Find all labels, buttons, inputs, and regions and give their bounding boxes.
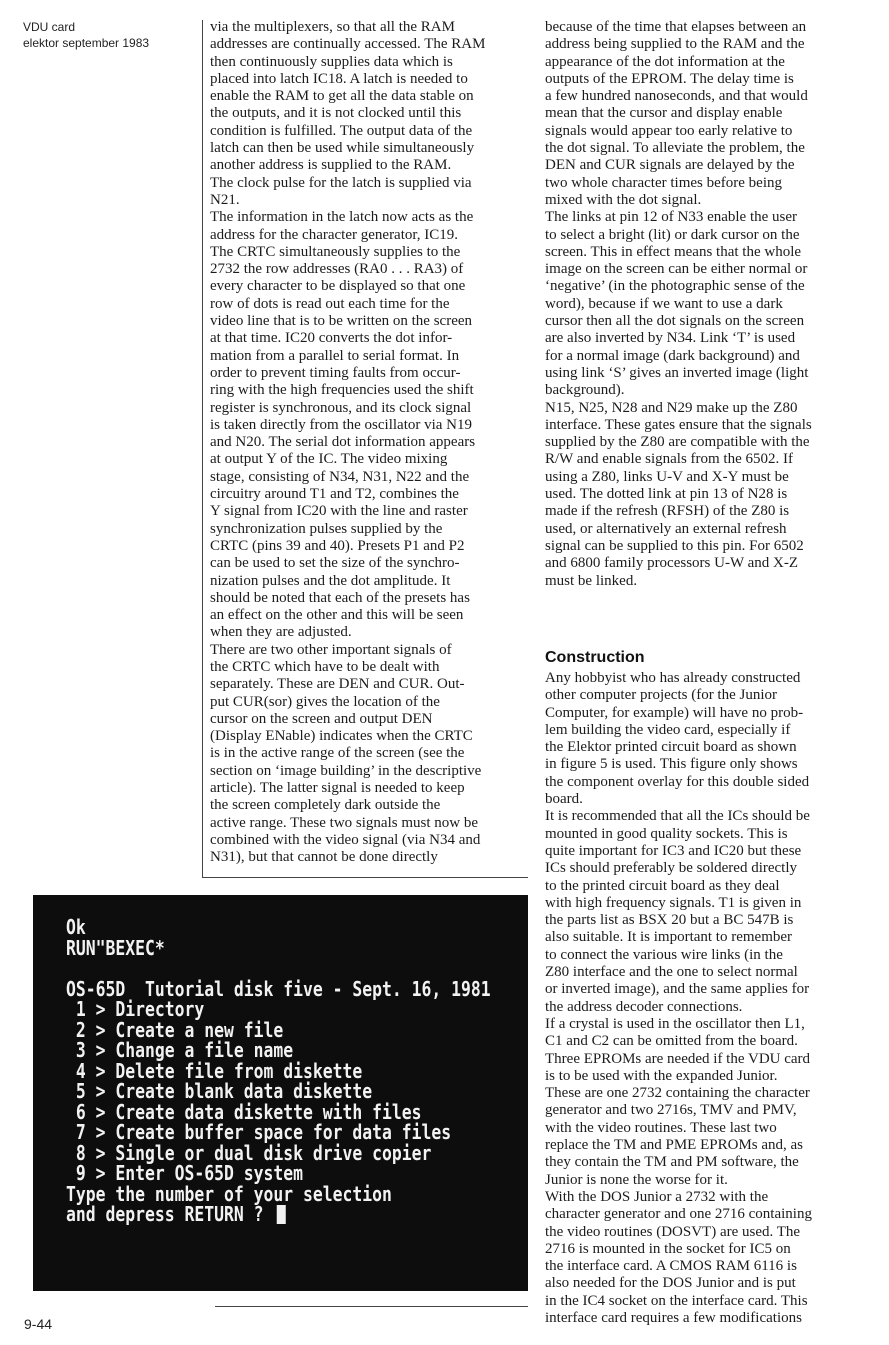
screen-menu-item: 7 > Create buffer space for data files [66, 1120, 452, 1144]
construction-section [545, 648, 865, 1327]
paragraph: N15, N25, N28 and N29 make up the Z80 interface. These gates ensure that the signals supplied by the Z80 are compatible with the R/W and enable signals from the 6502. If using a Z80, links U-V and X-Y must be used. The dotted link at pin 13 of N28 is made if the refresh (RFSH) of the Z80 is used, or alternatively an external refresh signal can be supplied to this pin. For 6502 and 6800 family processors U-W and X-Z must be linked. [545, 399, 812, 589]
paragraph: The links at pin 12 of N33 enable the user to select a bright (lit) or dark cursor on the screen. This in effect means that the whole image on the screen can be either normal or ‘negative’ (in the photographic sense of the word), because if we want to use a dark cursor then all the dot signals on the screen are also inverted by N34. Link ‘T’ is used for a normal image (dark background) and using link ‘S’ gives an inverted image (light background). [545, 209, 809, 399]
running-head-title: VDU card [23, 20, 76, 34]
screen-line-ok: Ok [66, 915, 86, 939]
screen-menu-item: 5 > Create blank data diskette [66, 1079, 373, 1103]
column-divider-horizontal [202, 877, 528, 878]
paragraph: With the DOS Junior a 2732 with the character generator and one 2716 containing the video routines (DOSVT) are used. The 2716 is mounted in the socket for IC5 on the interface card. A CMOS RAM 6116 is also needed for the DOS Junior and is put in the IC4 socket on the interface card. This interface card requires a few modifications [545, 1188, 812, 1326]
paragraph: via the multiplexers, so that all the RAM addresses are continually accessed. The RAM then continuously supplies data which is placed into latch IC18. A latch is needed to enable the RAM to get all the data stable on the outputs, and it is not clocked until this condition is fulfilled. The output data of the latch can then be used while simultaneously another address is supplied to the RAM. The clock pulse for the latch is supplied via N21. [210, 19, 486, 208]
paragraph: It is recommended that all the ICs should be mounted in good quality sockets. This is quite important for IC3 and IC20 but these ICs should preferably be soldered directly to the printed circuit board as they deal with high frequency signals. T1 is given in the parts list as BSX 20 but a BC 547B is also suitable. It is important to remember to connect the various wire links (in the Z80 interface and the one to select normal or inverted image), and the same applies for the address decoder connections. [545, 808, 810, 1015]
running-head [23, 19, 193, 51]
article-column-middle [210, 19, 532, 867]
screen-menu-item: 8 > Single or dual disk drive copier [66, 1140, 432, 1165]
section-heading: Construction [545, 649, 645, 666]
paragraph: Any hobbyist who has already constructed other computer projects (for the Junior Computer, for example) will have no prob- lem building the video card, especially if the Elektor printed circuit board as shown in figure 5 is used. This figure only shows the component overlay for this double sided board. [545, 670, 810, 808]
screen-menu-item: 6 > Create data diskette with files [66, 1099, 422, 1124]
screen-menu-item: 3 > Change a file name [66, 1038, 294, 1062]
running-head-issue: elektor september 1983 [23, 36, 150, 50]
paragraph: because of the time that elapses between an address being supplied to the RAM and the appearance of the dot information at the outputs of the EPROM. The delay time is a few hundred nanoseconds, and that would mean that the cursor and display enable signals would appear too early relative to the dot signal. To alleviate the problem, the DEN and CUR signals are delayed by the two whole character times before being mixed with the dot signal. [545, 19, 808, 208]
screen-menu-item: 4 > Delete file from diskette [66, 1058, 363, 1083]
screen-menu-item: 9 > Enter OS-65D system [66, 1161, 303, 1185]
screen-menu-title: OS-65D Tutorial disk five - Sept. 16, 1981 [66, 976, 491, 1001]
paragraph: The information in the latch now acts as the address for the character generator, IC19. The CRTC simultaneously supplies to the 2732 the row addresses (RA0 . . . RA3) of every character to be displayed so that one row of dots is read out each time for the video line that is to be written on the screen at that time. IC20 converts the dot infor- mation from a parallel to serial format. In order to prevent timing faults from occur- ring with the high frequencies used the shift register is synchronous, and its clock signal is taken directly from the oscillator via N19 and N20. The serial dot information appears at output Y of the IC. The video mixing stage, consisting of N34, N31, N22 and the circuitry around T1 and T2, combines the Y signal from IC20 with the line and raster synchronization pulses supplied by the CRTC (pins 39 and 40). Presets P1 and P2 can be used to set the size of the synchro- nization pulses and the dot amplitude. It should be noted that each of the presets has an effect on the other and this will be seen when they are adjusted. [210, 209, 476, 641]
paragraph: There are two other important signals of the CRTC which have to be dealt with separately. These are DEN and CUR. Out- put CUR(sor) gives the location of the cursor on the screen and output DEN (Display ENable) indicates when the CRTC is in the active range of the screen (see the section on ‘image building’ in the descriptive article). The latter signal is needed to keep the screen completely dark outside the active range. These two signals must now be combined with the video signal (via N34 and N31), but that cannot be done directly [210, 641, 482, 866]
paragraph: If a crystal is used in the oscillator then L1, C1 and C2 can be omitted from the board. Three EPROMs are needed if the VDU card is to be used with the expanded Junior. These are one 2732 containing the character generator and two 2716s, TMV and PMV, with the video routines. These last two replace the TM and PME EPROMs and, as they contain the TM and PM software, the Junior is none the worse for it. [545, 1015, 811, 1188]
column-divider-vertical [202, 20, 203, 878]
cursor-block-icon [277, 1205, 286, 1224]
screen-menu-item: 2 > Create a new file [66, 1017, 284, 1042]
screen-menu-item: 1 > Directory [66, 997, 205, 1021]
screen-line-run: RUN"BEXEC* [66, 935, 165, 960]
terminal-screen-photo [33, 895, 528, 1291]
screen-prompt-line [66, 1204, 430, 1225]
screen-prompt-text: and depress RETURN ? [66, 1202, 274, 1226]
screen-blank-line [66, 958, 510, 979]
screen-prompt-line: Type the number of your selection [66, 1181, 392, 1206]
page-number: 9-44 [24, 1316, 53, 1332]
bottom-rule [215, 1306, 528, 1307]
article-column-right [545, 19, 865, 590]
